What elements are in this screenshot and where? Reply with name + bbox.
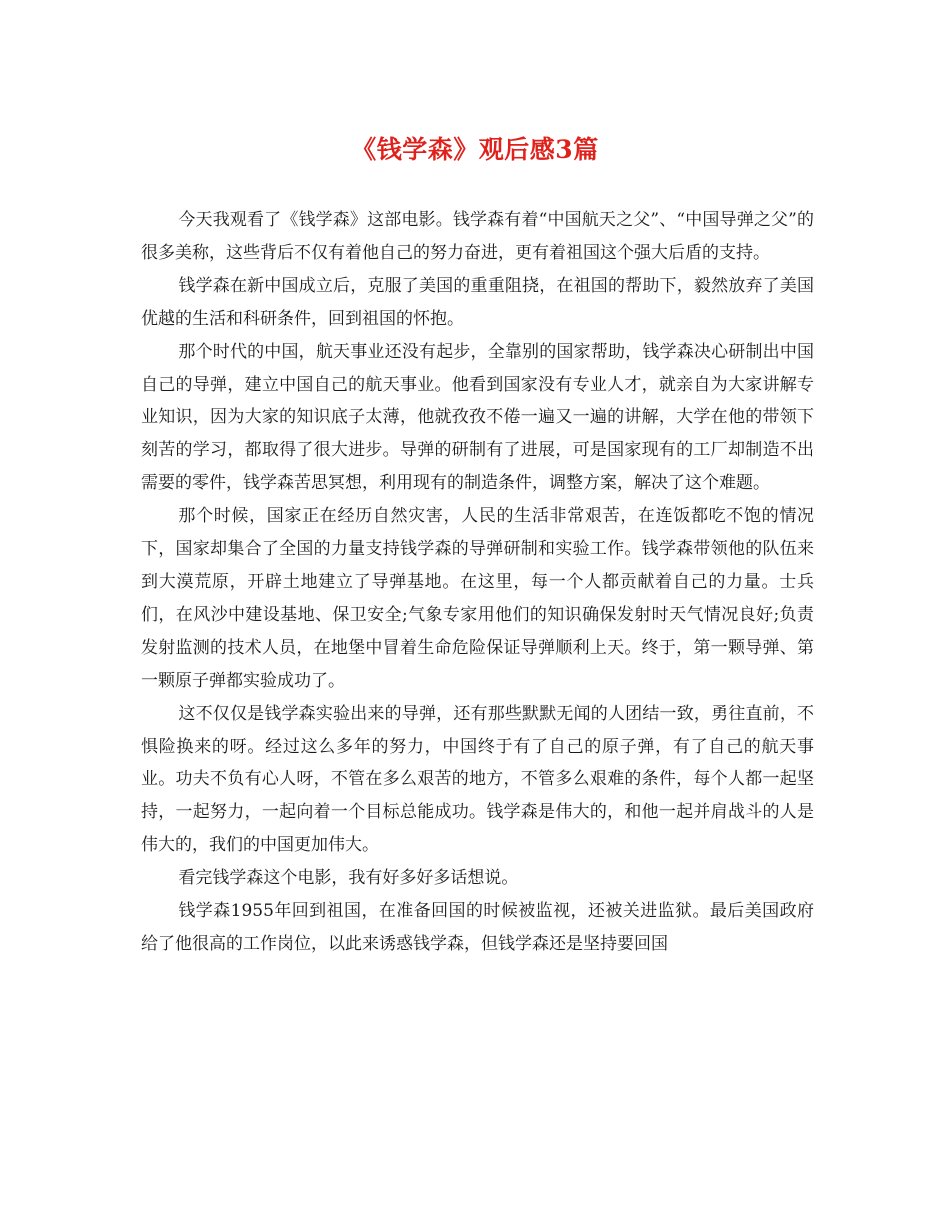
- paragraph-4: 那个时候，国家正在经历自然灾害，人民的生活非常艰苦，在连饭都吃不饱的情况下，国家却集合了全国的力量支持钱学森的导弹研制和实验工作。钱学森带领他的队伍来到大漠荒原，开辟土地建立了导弹基地。在这里，每一个人都贡献着自己的力量。士兵们，在风沙中建设基地、保卫安全;气象专家用他们的知识确保发射时天气情况良好;负责发射监测的技术人员，在地堡中冒着生命危险保证导弹顺利上天。终于，第一颗导弹、第一颗原子弹都实验成功了。: [141, 506, 814, 691]
- paragraph-5: 这不仅仅是钱学森实验出来的导弹，还有那些默默无闻的人团结一致，勇往直前，不惧险换来的呀。经过这么多年的努力，中国终于有了自己的原子弹，有了自己的航天事业。功夫不负有心人呀，不管在多么艰苦的地方，不管多么艰难的条件，每个人都一起坚持，一起努力，一起向着一个目标总能成功。钱学森是伟大的，和他一起并肩战斗的人是伟大的，我们的中国更加伟大。: [141, 703, 814, 856]
- paragraph-7: 钱学森1955年回到祖国，在准备回国的时候被监视，还被关进监狱。最后美国政府给了他很高的工作岗位，以此来诱惑钱学森，但钱学森还是坚持要回国: [141, 901, 814, 954]
- paragraph-3: 那个时代的中国，航天事业还没有起步，全靠别的国家帮助，钱学森决心研制出中国自己的导弹，建立中国自己的航天事业。他看到国家没有专业人才，就亲自为大家讲解专业知识，因为大家的知识底子太薄，他就孜孜不倦一遍又一遍的讲解，大学在他的带领下刻苦的学习，都取得了很大进步。导弹的研制有了进展，可是国家现有的工厂却制造不出需要的零件，钱学森苦思冥想，利用现有的制造条件，调整方案，解决了这个难题。: [141, 341, 814, 494]
- paragraph-6: 看完钱学森这个电影，我有好多好多话想说。: [178, 868, 519, 889]
- paragraph-2: 钱学森在新中国成立后，克服了美国的重重阻挠，在祖国的帮助下，毅然放弃了美国优越的生活和科研条件，回到祖国的怀抱。: [141, 275, 814, 329]
- paragraph-1: 今天我观看了《钱学森》这部电影。钱学森有着“中国航天之父”、“中国导弹之父”的很多美称，这些背后不仅有着他自己的努力奋进，更有着祖国这个强大后盾的支持。: [141, 210, 814, 263]
- document-title: 《钱学森》观后感3篇: [351, 135, 599, 164]
- document-body: [141, 204, 814, 961]
